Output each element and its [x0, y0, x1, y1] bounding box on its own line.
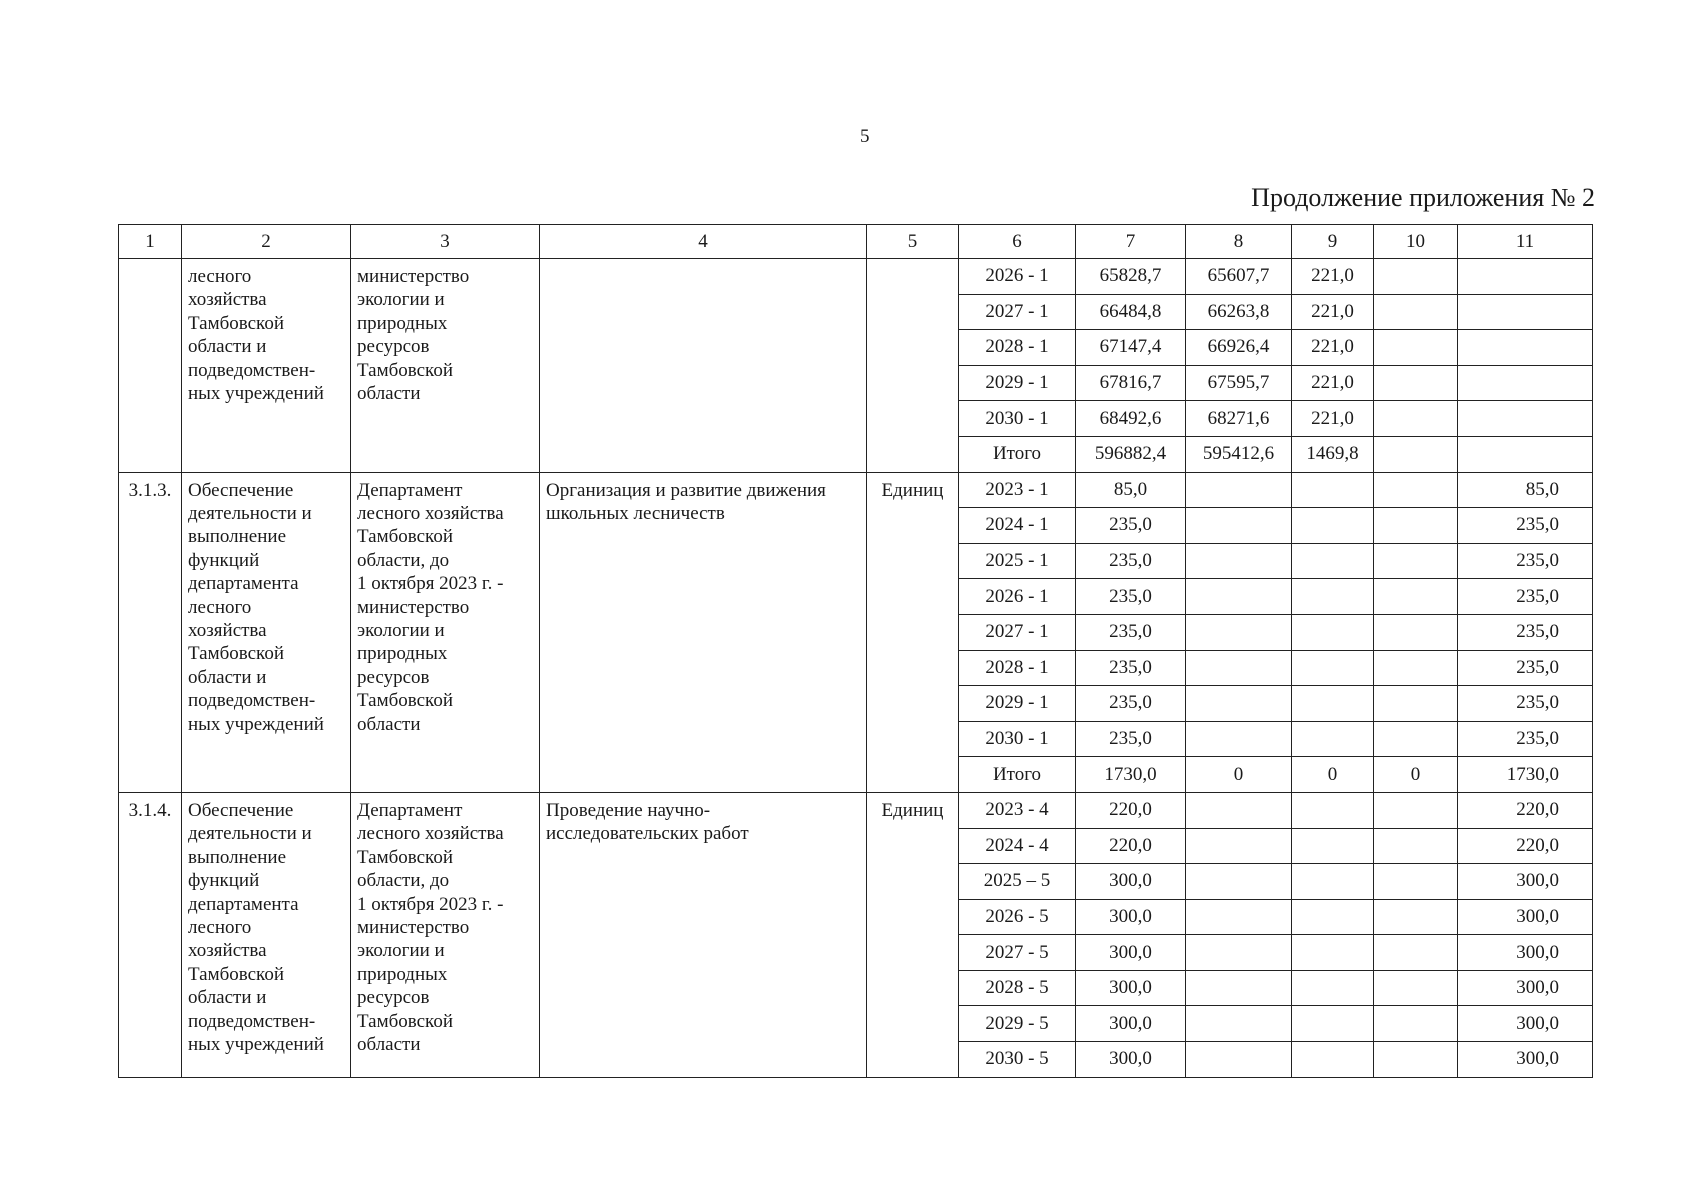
unit-cell: Единиц	[867, 792, 959, 1077]
col11-cell: 235,0	[1458, 543, 1593, 579]
measure-name-line: Тамбовской	[188, 963, 284, 985]
col9-cell	[1292, 650, 1374, 686]
col7-cell: 300,0	[1076, 935, 1186, 971]
col7-cell: 85,0	[1076, 472, 1186, 508]
indicator-name	[540, 472, 867, 792]
col9-cell	[1292, 543, 1374, 579]
responsible-executor-line: ресурсов	[357, 987, 430, 1009]
col9-cell: 221,0	[1292, 330, 1374, 366]
year-value-cell: Итого	[959, 757, 1076, 793]
responsible-executor	[351, 259, 540, 473]
col8-cell	[1186, 472, 1292, 508]
measure-name-line: лесного	[188, 266, 252, 287]
col7-cell: 235,0	[1076, 686, 1186, 722]
col10-cell	[1374, 650, 1458, 686]
col7-cell: 300,0	[1076, 970, 1186, 1006]
year-value-cell: 2030 - 1	[959, 401, 1076, 437]
table-row	[119, 472, 1593, 508]
col10-cell	[1374, 1042, 1458, 1078]
col8-cell	[1186, 899, 1292, 935]
col10-cell	[1374, 294, 1458, 330]
col9-cell	[1292, 614, 1374, 650]
col7-cell: 220,0	[1076, 792, 1186, 828]
col11-cell: 220,0	[1458, 792, 1593, 828]
col9-cell	[1292, 828, 1374, 864]
year-value-cell: 2028 - 1	[959, 650, 1076, 686]
col8-cell	[1186, 1006, 1292, 1042]
col8-cell: 67595,7	[1186, 365, 1292, 401]
col11-cell: 300,0	[1458, 864, 1593, 900]
col10-cell	[1374, 1006, 1458, 1042]
indicator-name-line: Организация и развитие движения	[546, 479, 826, 501]
measure-name-line: департамента	[188, 573, 299, 595]
measure-name	[182, 792, 351, 1077]
responsible-executor-line: министерство	[357, 916, 470, 938]
col8-cell: 68271,6	[1186, 401, 1292, 437]
measure-name-line: лесного	[188, 596, 252, 618]
col11-cell: 235,0	[1458, 579, 1593, 615]
col9-cell	[1292, 864, 1374, 900]
measure-name-line: лесного	[188, 916, 252, 938]
year-value-cell: 2023 - 1	[959, 472, 1076, 508]
year-value-cell: 2024 - 4	[959, 828, 1076, 864]
responsible-executor-line: министерство	[357, 266, 470, 287]
year-value-cell: 2026 - 5	[959, 899, 1076, 935]
year-value-cell: Итого	[959, 436, 1076, 472]
unit-cell: Единиц	[867, 472, 959, 792]
column-header: 9	[1292, 225, 1374, 259]
col10-cell	[1374, 686, 1458, 722]
responsible-executor-line: Тамбовской	[357, 526, 453, 548]
col11-cell	[1458, 294, 1593, 330]
col9-cell	[1292, 792, 1374, 828]
measure-name-line: подведомствен-	[188, 690, 316, 712]
measure-name-line: хозяйства	[188, 620, 267, 641]
column-header: 5	[867, 225, 959, 259]
header-row	[119, 225, 1593, 259]
year-value-cell: 2025 - 1	[959, 543, 1076, 579]
responsible-executor-line: Тамбовской	[357, 1010, 453, 1032]
measure-name-line: функций	[188, 870, 260, 892]
col9-cell	[1292, 721, 1374, 757]
measure-name-line: области и	[188, 987, 267, 1009]
year-value-cell: 2023 - 4	[959, 792, 1076, 828]
indicator-name	[540, 259, 867, 473]
year-value-cell: 2030 - 5	[959, 1042, 1076, 1078]
measure-name-line: департамента	[188, 893, 299, 915]
col10-cell	[1374, 970, 1458, 1006]
year-value-cell: 2027 - 1	[959, 614, 1076, 650]
indicator-name	[540, 792, 867, 1077]
measure-name-line: Тамбовской	[188, 643, 284, 665]
appendix-title: Продолжение приложения № 2	[1251, 183, 1595, 212]
col8-cell: 595412,6	[1186, 436, 1292, 472]
responsible-executor-line: природных	[357, 312, 448, 334]
col11-cell: 300,0	[1458, 935, 1593, 971]
col11-cell: 300,0	[1458, 970, 1593, 1006]
col7-cell: 67816,7	[1076, 365, 1186, 401]
measure-name-line: выполнение	[188, 526, 287, 548]
row-number	[119, 259, 182, 473]
measure-name-line: деятельности и	[188, 823, 312, 845]
column-header: 8	[1186, 225, 1292, 259]
col10-cell	[1374, 543, 1458, 579]
col9-cell	[1292, 686, 1374, 722]
col7-cell: 1730,0	[1076, 757, 1186, 793]
responsible-executor-line: Тамбовской	[357, 690, 453, 712]
year-value-cell: 2029 - 1	[959, 686, 1076, 722]
col8-cell: 66263,8	[1186, 294, 1292, 330]
measure-name-line: Тамбовской	[188, 312, 284, 334]
measure-name	[182, 472, 351, 792]
year-value-cell: 2027 - 5	[959, 935, 1076, 971]
measure-name-line: области и	[188, 666, 267, 688]
col10-cell: 0	[1374, 757, 1458, 793]
col8-cell	[1186, 864, 1292, 900]
measure-name-line: деятельности и	[188, 502, 312, 524]
col9-cell	[1292, 935, 1374, 971]
column-header: 4	[540, 225, 867, 259]
col8-cell	[1186, 650, 1292, 686]
col11-cell: 235,0	[1458, 721, 1593, 757]
responsible-executor-line: природных	[357, 963, 448, 985]
col9-cell	[1292, 970, 1374, 1006]
col7-cell: 66484,8	[1076, 294, 1186, 330]
year-value-cell: 2028 - 5	[959, 970, 1076, 1006]
col11-cell	[1458, 401, 1593, 437]
col7-cell: 300,0	[1076, 1042, 1186, 1078]
col9-cell: 0	[1292, 757, 1374, 793]
col10-cell	[1374, 508, 1458, 544]
col7-cell: 68492,6	[1076, 401, 1186, 437]
program-table	[118, 224, 1593, 1078]
responsible-executor-line: природных	[357, 643, 448, 665]
col7-cell: 235,0	[1076, 579, 1186, 615]
column-header: 10	[1374, 225, 1458, 259]
year-value-cell: 2029 - 1	[959, 365, 1076, 401]
col10-cell	[1374, 899, 1458, 935]
responsible-executor-line: области	[357, 383, 421, 405]
col10-cell	[1374, 792, 1458, 828]
col10-cell	[1374, 864, 1458, 900]
responsible-executor-line: области, до	[357, 870, 450, 892]
measure-name-line: подведомствен-	[188, 359, 316, 381]
col7-cell: 235,0	[1076, 508, 1186, 544]
col9-cell	[1292, 899, 1374, 935]
col11-cell: 85,0	[1458, 472, 1593, 508]
col8-cell	[1186, 1042, 1292, 1078]
col11-cell	[1458, 330, 1593, 366]
col10-cell	[1374, 721, 1458, 757]
table-row	[119, 792, 1593, 828]
col7-cell: 300,0	[1076, 899, 1186, 935]
indicator-name-line: Проведение научно-	[546, 799, 711, 821]
responsible-executor-line: экологии и	[357, 620, 445, 641]
column-header: 3	[351, 225, 540, 259]
col8-cell	[1186, 828, 1292, 864]
col10-cell	[1374, 935, 1458, 971]
col11-cell: 300,0	[1458, 1042, 1593, 1078]
col7-cell: 235,0	[1076, 721, 1186, 757]
responsible-executor-line: лесного хозяйства	[357, 823, 504, 845]
col10-cell	[1374, 365, 1458, 401]
col8-cell: 66926,4	[1186, 330, 1292, 366]
col7-cell: 67147,4	[1076, 330, 1186, 366]
column-header: 2	[182, 225, 351, 259]
col7-cell: 235,0	[1076, 614, 1186, 650]
responsible-executor-line: министерство	[357, 596, 470, 618]
measure-name-line: ных учреждений	[188, 713, 324, 735]
col9-cell: 221,0	[1292, 365, 1374, 401]
row-number: 3.1.3.	[119, 472, 182, 792]
responsible-executor	[351, 792, 540, 1077]
table-row	[119, 259, 1593, 295]
year-value-cell: 2028 - 1	[959, 330, 1076, 366]
col10-cell	[1374, 614, 1458, 650]
measure-name-line: ных учреждений	[188, 383, 324, 405]
measure-name-line: выполнение	[188, 846, 287, 868]
col11-cell: 1730,0	[1458, 757, 1593, 793]
col7-cell: 65828,7	[1076, 259, 1186, 295]
col8-cell	[1186, 970, 1292, 1006]
responsible-executor-line: лесного хозяйства	[357, 502, 504, 524]
col9-cell	[1292, 1042, 1374, 1078]
responsible-executor-line: области, до	[357, 549, 450, 571]
measure-name-line: Обеспечение	[188, 799, 294, 821]
measure-name	[182, 259, 351, 473]
column-header: 1	[119, 225, 182, 259]
measure-name-line: Обеспечение	[188, 479, 294, 501]
measure-name-line: ных учреждений	[188, 1033, 324, 1055]
responsible-executor-line: Тамбовской	[357, 359, 453, 381]
col11-cell: 300,0	[1458, 899, 1593, 935]
col9-cell: 221,0	[1292, 294, 1374, 330]
col8-cell	[1186, 614, 1292, 650]
page-number: 5	[860, 126, 870, 147]
year-value-cell: 2026 - 1	[959, 579, 1076, 615]
responsible-executor-line: области	[357, 1033, 421, 1055]
responsible-executor-line: Департамент	[357, 479, 463, 501]
responsible-executor-line: экологии и	[357, 289, 445, 311]
col8-cell	[1186, 686, 1292, 722]
column-header: 7	[1076, 225, 1186, 259]
year-value-cell: 2024 - 1	[959, 508, 1076, 544]
col10-cell	[1374, 579, 1458, 615]
responsible-executor-line: Тамбовской	[357, 846, 453, 868]
col8-cell: 0	[1186, 757, 1292, 793]
measure-name-line: подведомствен-	[188, 1010, 316, 1032]
col11-cell	[1458, 436, 1593, 472]
col8-cell	[1186, 508, 1292, 544]
col7-cell: 596882,4	[1076, 436, 1186, 472]
responsible-executor-line: экологии и	[357, 940, 445, 962]
col10-cell	[1374, 401, 1458, 437]
responsible-executor-line: Департамент	[357, 799, 463, 821]
col8-cell	[1186, 579, 1292, 615]
responsible-executor	[351, 472, 540, 792]
col10-cell	[1374, 259, 1458, 295]
year-value-cell: 2029 - 5	[959, 1006, 1076, 1042]
responsible-executor-line: области	[357, 713, 421, 735]
col11-cell: 235,0	[1458, 650, 1593, 686]
measure-name-line: области и	[188, 336, 267, 358]
responsible-executor-line: ресурсов	[357, 336, 430, 358]
col10-cell	[1374, 436, 1458, 472]
col7-cell: 235,0	[1076, 543, 1186, 579]
col11-cell: 235,0	[1458, 508, 1593, 544]
col9-cell: 1469,8	[1292, 436, 1374, 472]
col9-cell	[1292, 579, 1374, 615]
unit-cell	[867, 259, 959, 473]
col10-cell	[1374, 472, 1458, 508]
col7-cell: 300,0	[1076, 864, 1186, 900]
year-value-cell: 2030 - 1	[959, 721, 1076, 757]
col7-cell: 220,0	[1076, 828, 1186, 864]
col9-cell: 221,0	[1292, 401, 1374, 437]
measure-name-line: хозяйства	[188, 289, 267, 311]
column-header: 11	[1458, 225, 1593, 259]
col11-cell: 235,0	[1458, 614, 1593, 650]
col8-cell: 65607,7	[1186, 259, 1292, 295]
indicator-name-line: школьных лесничеств	[546, 502, 725, 524]
col8-cell	[1186, 721, 1292, 757]
col11-cell: 300,0	[1458, 1006, 1593, 1042]
col7-cell: 235,0	[1076, 650, 1186, 686]
col9-cell: 221,0	[1292, 259, 1374, 295]
column-header: 6	[959, 225, 1076, 259]
row-number: 3.1.4.	[119, 792, 182, 1077]
col11-cell	[1458, 259, 1593, 295]
indicator-name-line: исследовательских работ	[546, 823, 749, 845]
col7-cell: 300,0	[1076, 1006, 1186, 1042]
responsible-executor-line: ресурсов	[357, 666, 430, 688]
col11-cell: 235,0	[1458, 686, 1593, 722]
col8-cell	[1186, 792, 1292, 828]
col9-cell	[1292, 472, 1374, 508]
col11-cell: 220,0	[1458, 828, 1593, 864]
year-value-cell: 2025 – 5	[959, 864, 1076, 900]
measure-name-line: функций	[188, 549, 260, 571]
col11-cell	[1458, 365, 1593, 401]
year-value-cell: 2027 - 1	[959, 294, 1076, 330]
col8-cell	[1186, 543, 1292, 579]
year-value-cell: 2026 - 1	[959, 259, 1076, 295]
responsible-executor-line: 1 октября 2023 г. -	[357, 893, 504, 915]
responsible-executor-line: 1 октября 2023 г. -	[357, 573, 504, 595]
col10-cell	[1374, 828, 1458, 864]
col9-cell	[1292, 1006, 1374, 1042]
measure-name-line: хозяйства	[188, 940, 267, 962]
col9-cell	[1292, 508, 1374, 544]
col8-cell	[1186, 935, 1292, 971]
col10-cell	[1374, 330, 1458, 366]
